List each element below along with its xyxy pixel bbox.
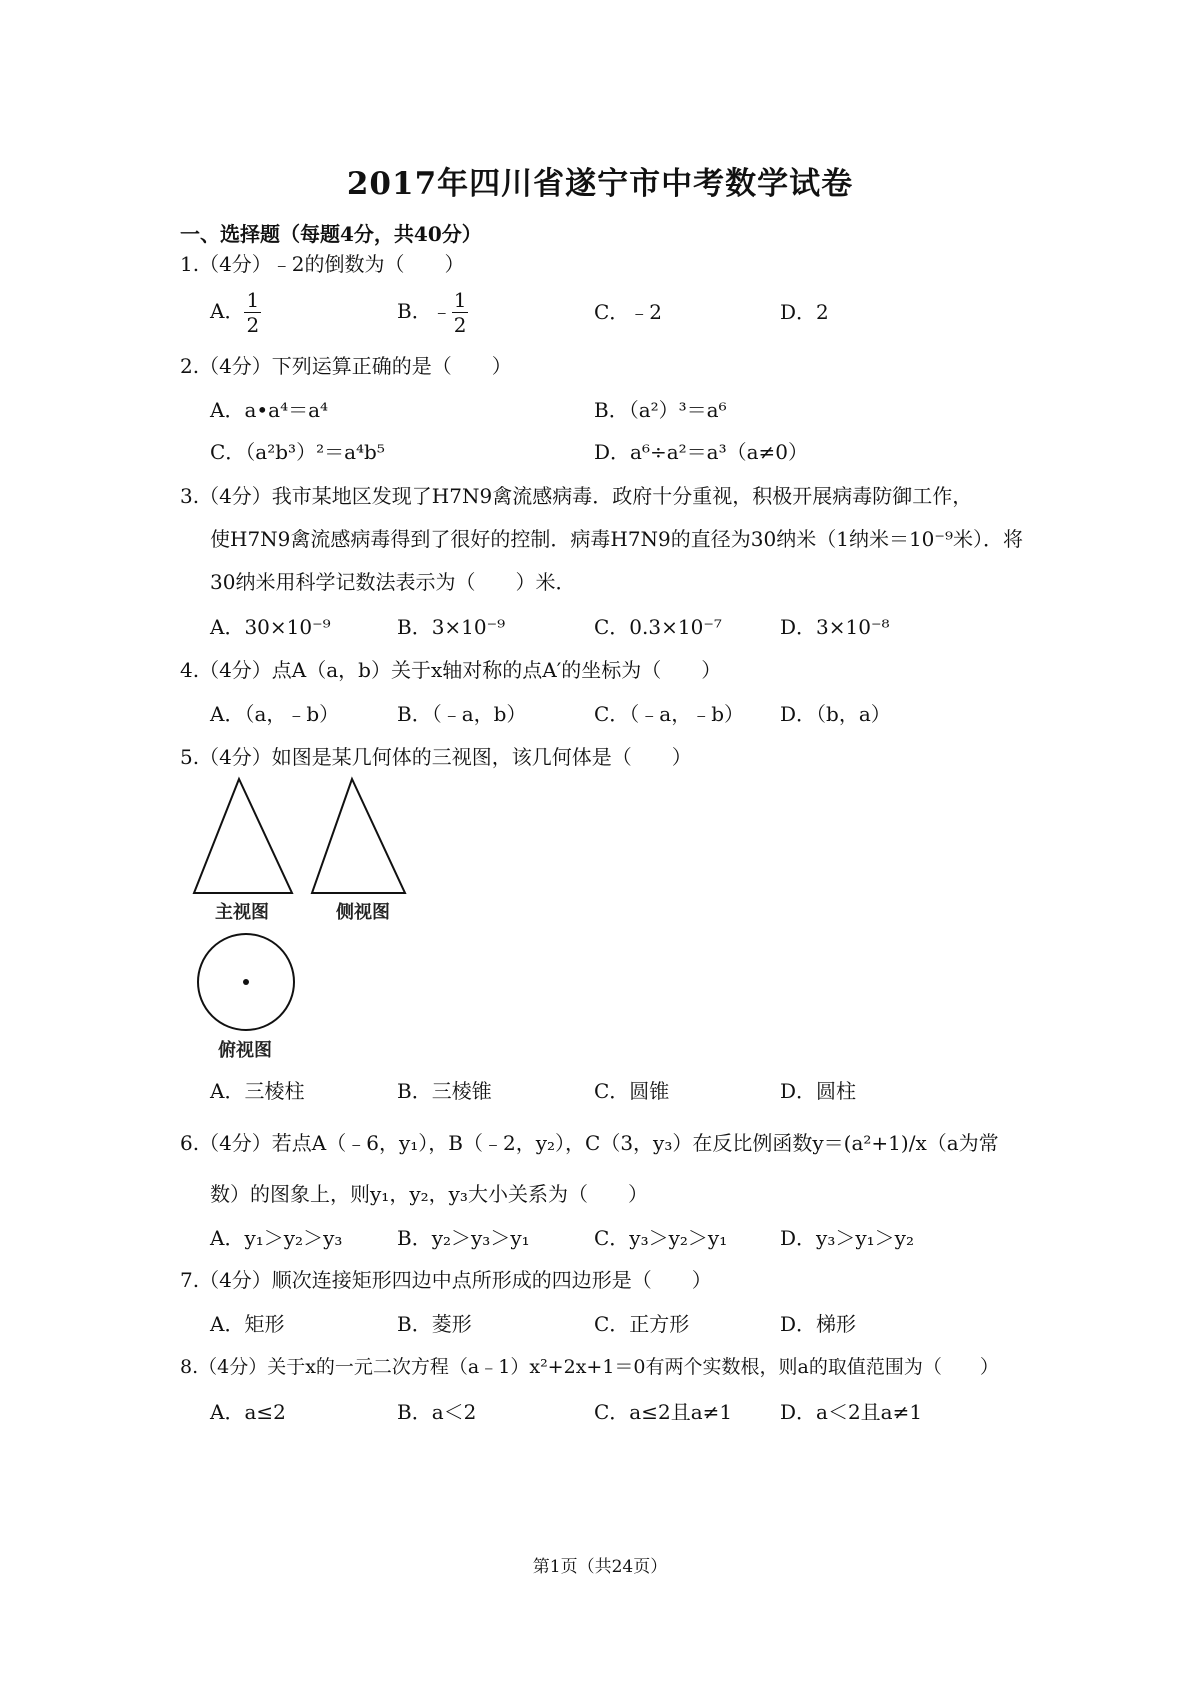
option-a: A．30×10⁻⁹: [210, 615, 331, 639]
front-view-triangle: [194, 779, 292, 893]
question-3-stem-line3: 30纳米用科学记数法表示为（ ）米．: [210, 570, 576, 594]
option-b: B．y₂＞y₃＞y₁: [397, 1226, 530, 1250]
option-a: A．a•a⁴＝a⁴: [210, 398, 329, 422]
option-b: B．菱形: [397, 1312, 472, 1336]
question-5-stem: 5.（4分）如图是某几何体的三视图，该几何体是（ ）: [180, 745, 692, 769]
option-c: C．正方形: [594, 1312, 690, 1336]
option-a: A．矩形: [210, 1312, 285, 1336]
option-c: C．y₃＞y₂＞y₁: [594, 1226, 728, 1250]
page-title: 2017年四川省遂宁市中考数学试卷: [346, 166, 854, 202]
option-b: B．（a²）³＝a⁶: [594, 398, 727, 422]
question-2-stem: 2.（4分）下列运算正确的是（ ）: [180, 354, 512, 378]
section-heading: 一、选择题（每题4分，共40分）: [180, 222, 482, 246]
option-c: C．a≤2且a≠1: [594, 1400, 733, 1424]
three-view-figure-top: [190, 775, 430, 905]
option-a: A．y₁＞y₂＞y₃: [210, 1226, 343, 1250]
option-d: D．a＜2且a≠1: [780, 1400, 923, 1424]
option-c: C．0.3×10⁻⁷: [594, 615, 722, 639]
top-view-figure: [192, 932, 302, 1037]
option-b: B．三棱锥: [397, 1079, 492, 1103]
question-6-stem-line1: 6.（4分）若点A（﹣6，y₁），B（﹣2，y₂），C（3，y₃）在反比例函数y＝(a²+1)/x（a为常: [180, 1131, 999, 1155]
option-d: D．3×10⁻⁸: [780, 615, 890, 639]
option-a: A．（a，﹣b）: [210, 702, 340, 726]
option-d: D．2: [780, 300, 829, 324]
question-4-stem: 4.（4分）点A（a，b）关于x轴对称的点A′的坐标为（ ）: [180, 658, 722, 682]
fraction: $\frac{1}{2}$: [453, 288, 467, 337]
option-c: C．圆锥: [594, 1079, 670, 1103]
option-c: C．（a²b³）²＝a⁴b⁵: [210, 440, 385, 464]
question-8-stem: 8.（4分）关于x的一元二次方程（a﹣1）x²+2x+1＝0有两个实数根，则a的取值范围为（ ）: [180, 1356, 999, 1378]
option-c: C．﹣2: [594, 300, 663, 324]
option-d: D．y₃＞y₁＞y₂: [780, 1226, 914, 1250]
option-b: B．3×10⁻⁹: [397, 615, 506, 639]
option-a: A． $\frac{1}{2}$: [210, 288, 260, 337]
side-view-label: 侧视图: [336, 902, 390, 923]
side-view-triangle: [312, 779, 405, 893]
page-footer: 第1页（共24页）: [532, 1557, 668, 1577]
top-view-label: 俯视图: [218, 1040, 272, 1061]
option-a: A．a≤2: [210, 1400, 286, 1424]
option-a: A．三棱柱: [210, 1079, 305, 1103]
option-d: D．圆柱: [780, 1079, 857, 1103]
question-1-stem: 1.（4分）﹣2的倒数为（ ）: [180, 252, 465, 276]
option-d: D．梯形: [780, 1312, 857, 1336]
center-dot: [243, 979, 249, 985]
question-6-stem-line2: 数）的图象上，则y₁，y₂，y₃大小关系为（ ）: [210, 1182, 648, 1206]
option-b: B．﹣ $\frac{1}{2}$: [397, 288, 467, 337]
option-b: B．（﹣a，b）: [397, 702, 527, 726]
option-c: C．（﹣a，﹣b）: [594, 702, 745, 726]
fraction: $\frac{1}{2}$: [246, 288, 260, 337]
option-d: D．（b，a）: [780, 702, 891, 726]
question-3-stem-line2: 使H7N9禽流感病毒得到了很好的控制．病毒H7N9的直径为30纳米（1纳米＝10⁻⁹米）．将: [210, 527, 1023, 551]
question-7-stem: 7.（4分）顺次连接矩形四边中点所形成的四边形是（ ）: [180, 1268, 712, 1292]
question-3-stem-line1: 3.（4分）我市某地区发现了H7N9禽流感病毒．政府十分重视，积极开展病毒防御工作，: [180, 484, 973, 508]
option-d: D．a⁶÷a²＝a³（a≠0）: [594, 440, 809, 464]
option-b: B．a＜2: [397, 1400, 477, 1424]
front-view-label: 主视图: [215, 902, 269, 923]
